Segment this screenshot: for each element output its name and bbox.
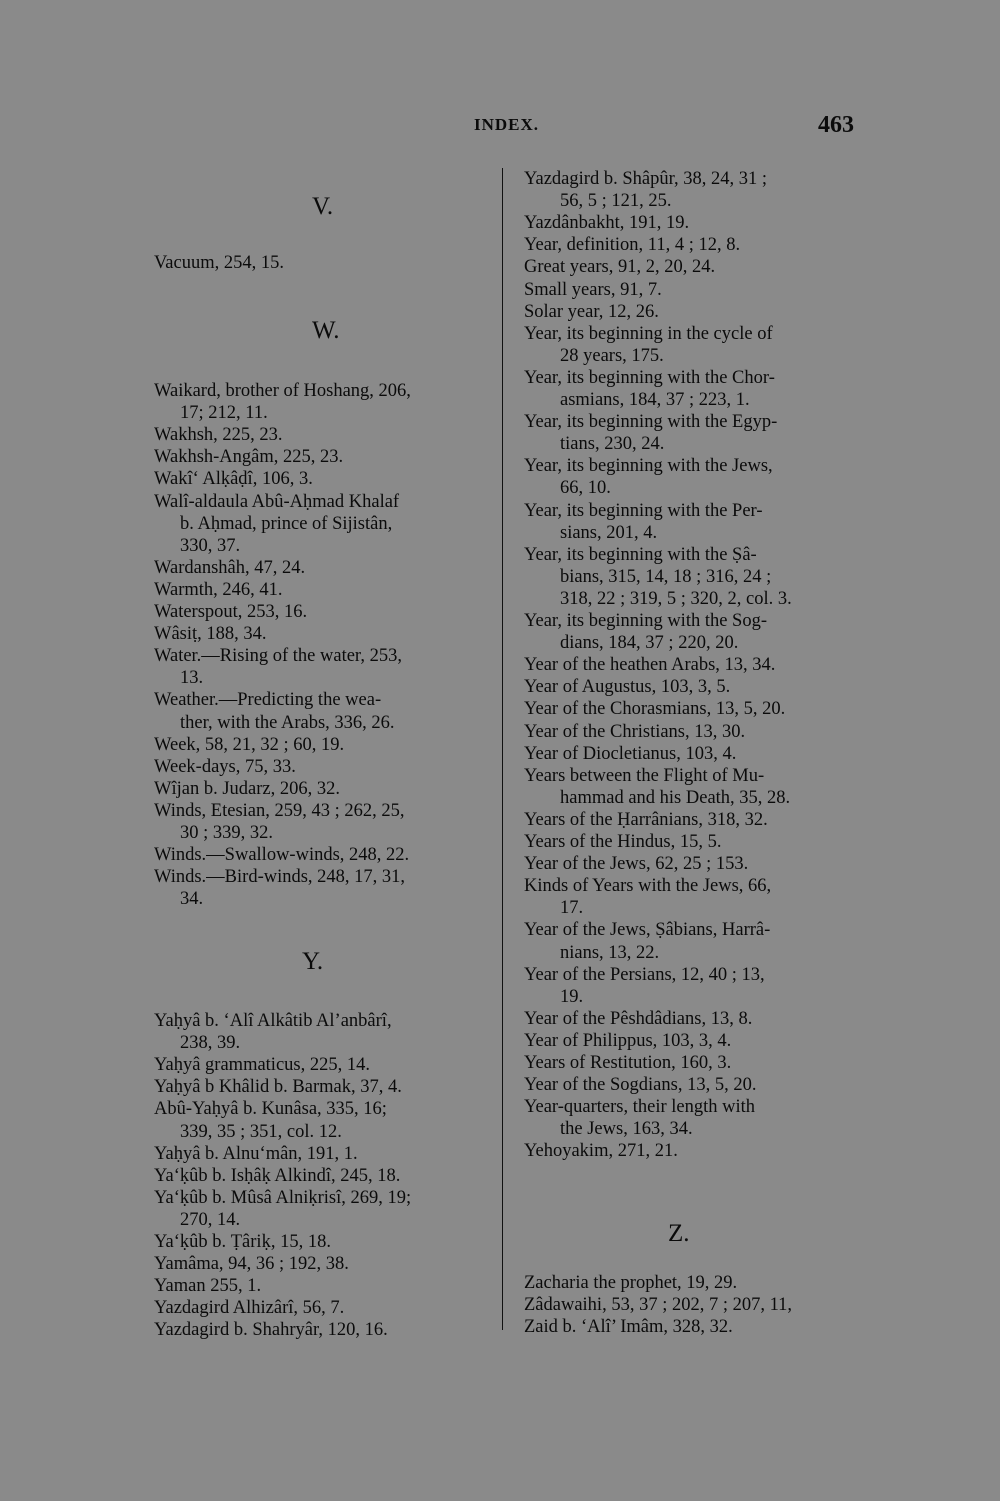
index-entry: Year of the Jews, Ṣâbians, Harrâ- <box>524 920 771 941</box>
index-entry: Year, its beginning with the Sog- <box>524 611 768 631</box>
index-entry: Years of the Hindus, 15, 5. <box>524 832 722 852</box>
index-entry: Wakî‘ Alḳâḍî, 106, 3. <box>154 469 313 490</box>
index-entry-continuation: 318, 22 ; 319, 5 ; 320, 2, col. 3. <box>560 588 792 609</box>
index-entry: Week-days, 75, 33. <box>154 756 296 777</box>
index-entry-continuation: 17; 212, 11. <box>180 403 268 424</box>
index-entry: Year of Diocletianus, 103, 4. <box>524 743 737 764</box>
index-entry: Year, its beginning with the Ṣâ- <box>524 544 757 565</box>
index-entry: Great years, 91, 2, 20, 24. <box>524 257 716 278</box>
index-entry: Solar year, 12, 26. <box>524 301 659 322</box>
index-entry-continuation: tians, 230, 24. <box>560 434 665 455</box>
index-entry-continuation: bians, 315, 14, 18 ; 316, 24 ; <box>560 566 772 587</box>
index-entry: Wakhsh, 225, 23. <box>154 425 283 446</box>
index-entry: Zâdawaihi, 53, 37 ; 202, 7 ; 207, 11, <box>524 1295 793 1316</box>
index-entry: Winds.—Bird-winds, 248, 17, 31, <box>154 867 406 888</box>
index-entry: Wâsiṭ, 188, 34. <box>154 624 267 645</box>
index-entry: Yaḥyâ b. ‘Alî Alkâtib Al’anbârî, <box>154 1011 392 1031</box>
index-entry: Water.—Rising of the water, 253, <box>154 646 402 667</box>
index-entry: Year, its beginning with the Egyp- <box>524 412 778 433</box>
page-number: 463 <box>818 112 854 138</box>
index-entry: Ya‘ḳûb b. Mûsâ Alniḳrisî, 269, 19; <box>154 1187 412 1208</box>
section-letter: V. <box>312 193 334 220</box>
index-entry: Yazdânbakht, 191, 19. <box>524 213 690 234</box>
index-entry: Zaid b. ‘Alî’ Imâm, 328, 32. <box>524 1317 733 1338</box>
index-entry: Warmth, 246, 41. <box>154 579 283 600</box>
index-entry: Yazdagird b. Shahryâr, 120, 16. <box>154 1320 388 1341</box>
index-entry-continuation: the Jews, 163, 34. <box>560 1119 693 1140</box>
index-entry-continuation: dians, 184, 37 ; 220, 20. <box>560 633 739 654</box>
index-entry: Vacuum, 254, 15. <box>154 253 284 273</box>
index-entry: Winds, Etesian, 259, 43 ; 262, 25, <box>154 800 405 821</box>
index-entry-continuation: 28 years, 175. <box>560 345 664 366</box>
index-entry: Year, its beginning in the cycle of <box>524 323 773 344</box>
index-entry: Wîjan b. Judarz, 206, 32. <box>154 778 340 799</box>
index-entry: Years of the Ḥarrânians, 318, 32. <box>524 809 768 830</box>
index-entry: Year of the Sogdians, 13, 5, 20. <box>524 1075 757 1096</box>
index-entry: Ya‘ḳûb b. Isḥâḳ Alkindî, 245, 18. <box>154 1165 401 1186</box>
index-entry: Year, its beginning with the Chor- <box>524 367 775 388</box>
index-entry-continuation: 270, 14. <box>180 1209 241 1230</box>
index-entry: Yaḥyâ b Khâlid b. Barmak, 37, 4. <box>154 1077 402 1098</box>
index-entry: Year of the Pêshdâdians, 13, 8. <box>524 1008 753 1029</box>
index-entry-continuation: 238, 39. <box>180 1033 241 1054</box>
index-entry: Year of the Christians, 13, 30. <box>524 721 746 742</box>
index-entry: Week, 58, 21, 32 ; 60, 19. <box>154 734 345 755</box>
index-entry: Year of Philippus, 103, 3, 4. <box>524 1030 732 1051</box>
section-letter: Z. <box>668 1220 690 1247</box>
index-entry: Yaḥyâ grammaticus, 225, 14. <box>154 1055 370 1076</box>
column-rule <box>502 168 503 1330</box>
index-entry-continuation: 339, 35 ; 351, col. 12. <box>180 1121 342 1142</box>
index-entry: Years of Restitution, 160, 3. <box>524 1053 732 1073</box>
index-entry-continuation: b. Aḥmad, prince of Sijistân, <box>180 513 393 534</box>
index-entry: Winds.—Swallow-winds, 248, 22. <box>154 845 410 866</box>
index-entry-continuation: 34. <box>180 889 204 910</box>
index-entry: Year-quarters, their length with <box>524 1097 755 1118</box>
index-entry-continuation: 56, 5 ; 121, 25. <box>560 191 672 212</box>
index-entry: Zacharia the prophet, 19, 29. <box>524 1273 738 1293</box>
index-entry: Year of the Persians, 12, 40 ; 13, <box>524 964 765 985</box>
index-entry-continuation: 17. <box>560 898 584 919</box>
index-entry-continuation: sians, 201, 4. <box>560 522 658 543</box>
index-entry: Yazdagird b. Shâpûr, 38, 24, 31 ; <box>524 169 768 189</box>
index-entry: Year of Augustus, 103, 3, 5. <box>524 677 731 698</box>
running-head: INDEX. <box>474 115 540 134</box>
index-entry-continuation: nians, 13, 22. <box>560 942 660 963</box>
index-entry: Small years, 91, 7. <box>524 279 662 300</box>
index-entry: Yaman 255, 1. <box>154 1276 262 1297</box>
index-entry: Walî-aldaula Abû-Aḥmad Khalaf <box>154 491 400 512</box>
index-entry: Wardanshâh, 47, 24. <box>154 557 306 578</box>
index-entry: Wakhsh-Angâm, 225, 23. <box>154 447 344 468</box>
index-entry-continuation: 66, 10. <box>560 478 611 499</box>
index-entry: Year, its beginning with the Jews, <box>524 456 773 477</box>
index-entry: Year, definition, 11, 4 ; 12, 8. <box>524 235 741 256</box>
index-entry-continuation: hammad and his Death, 35, 28. <box>560 787 791 808</box>
index-entry: Waterspout, 253, 16. <box>154 602 308 622</box>
section-letter: W. <box>312 317 340 344</box>
index-entry: Year of the heathen Arabs, 13, 34. <box>524 655 776 676</box>
section-letter: Y. <box>302 948 324 975</box>
index-entry-continuation: 330, 37. <box>180 535 241 556</box>
index-entry: Abû-Yaḥyâ b. Kunâsa, 335, 16; <box>154 1099 387 1120</box>
index-entry: Year, its beginning with the Per- <box>524 500 763 521</box>
index-entry-continuation: asmians, 184, 37 ; 223, 1. <box>560 390 750 410</box>
index-entry: Weather.—Predicting the wea- <box>154 690 382 711</box>
index-entry-continuation: 30 ; 339, 32. <box>180 823 274 843</box>
index-entry-continuation: 13. <box>180 668 204 689</box>
index-entry: Ya‘ḳûb b. Ṭâriḳ, 15, 18. <box>154 1232 331 1252</box>
index-entry: Yazdagird Alhizârî, 56, 7. <box>154 1298 345 1319</box>
index-entry: Yaḥyâ b. Alnu‘mân, 191, 1. <box>154 1143 358 1164</box>
index-entry: Yehoyakim, 271, 21. <box>524 1141 678 1162</box>
index-entry: Year of the Chorasmians, 13, 5, 20. <box>524 699 786 720</box>
index-entry: Yamâma, 94, 36 ; 192, 38. <box>154 1254 349 1275</box>
index-entry-continuation: 19. <box>560 986 584 1007</box>
index-entry: Year of the Jews, 62, 25 ; 153. <box>524 854 749 875</box>
index-entry: Waikard, brother of Hoshang, 206, <box>154 381 411 401</box>
index-entry: Kinds of Years with the Jews, 66, <box>524 876 772 897</box>
index-entry: Years between the Flight of Mu- <box>524 765 765 786</box>
index-entry-continuation: ther, with the Arabs, 336, 26. <box>180 712 395 733</box>
